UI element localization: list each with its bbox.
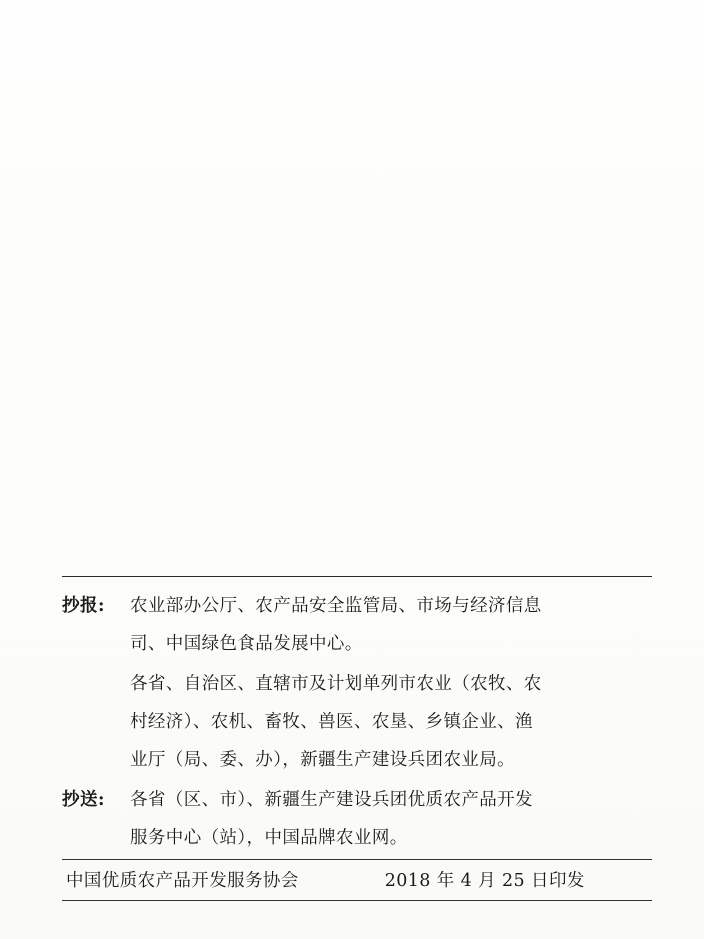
distribution-row-provinces	[62, 665, 652, 779]
distribution-line: 各省（区、市）、新疆生产建设兵团优质农产品开发	[130, 790, 533, 810]
distribution-list	[62, 577, 652, 857]
footer-bottom-rule	[62, 900, 652, 901]
distribution-body-copy-send	[130, 781, 652, 857]
distribution-line: 农业部办公厅、农产品安全监管局、市场与经济信息	[130, 596, 542, 616]
footer-issue-date: 2018 年 4 月 25 日印发	[384, 871, 585, 891]
document-footer-block	[62, 576, 652, 901]
distribution-label-copy-send: 抄送:	[62, 790, 105, 810]
distribution-row-copy-report	[62, 587, 652, 663]
distribution-body-copy-report	[130, 587, 652, 663]
footer-organization: 中国优质农产品开发服务协会	[66, 871, 299, 891]
distribution-label-copy-report: 抄报:	[62, 596, 105, 616]
distribution-line: 各省、自治区、直辖市及计划单列市农业（农牧、农	[130, 674, 542, 694]
distribution-line: 业厅（局、委、办），新疆生产建设兵团农业局。	[130, 750, 516, 770]
distribution-row-copy-send	[62, 781, 652, 857]
distribution-body-provinces	[130, 665, 652, 779]
distribution-line: 司、中国绿色食品发展中心。	[130, 634, 363, 654]
distribution-line: 服务中心（站），中国品牌农业网。	[130, 828, 408, 848]
footer-issuer-line	[62, 860, 652, 900]
distribution-line: 村经济）、农机、畜牧、兽医、农垦、乡镇企业、渔	[130, 712, 533, 732]
